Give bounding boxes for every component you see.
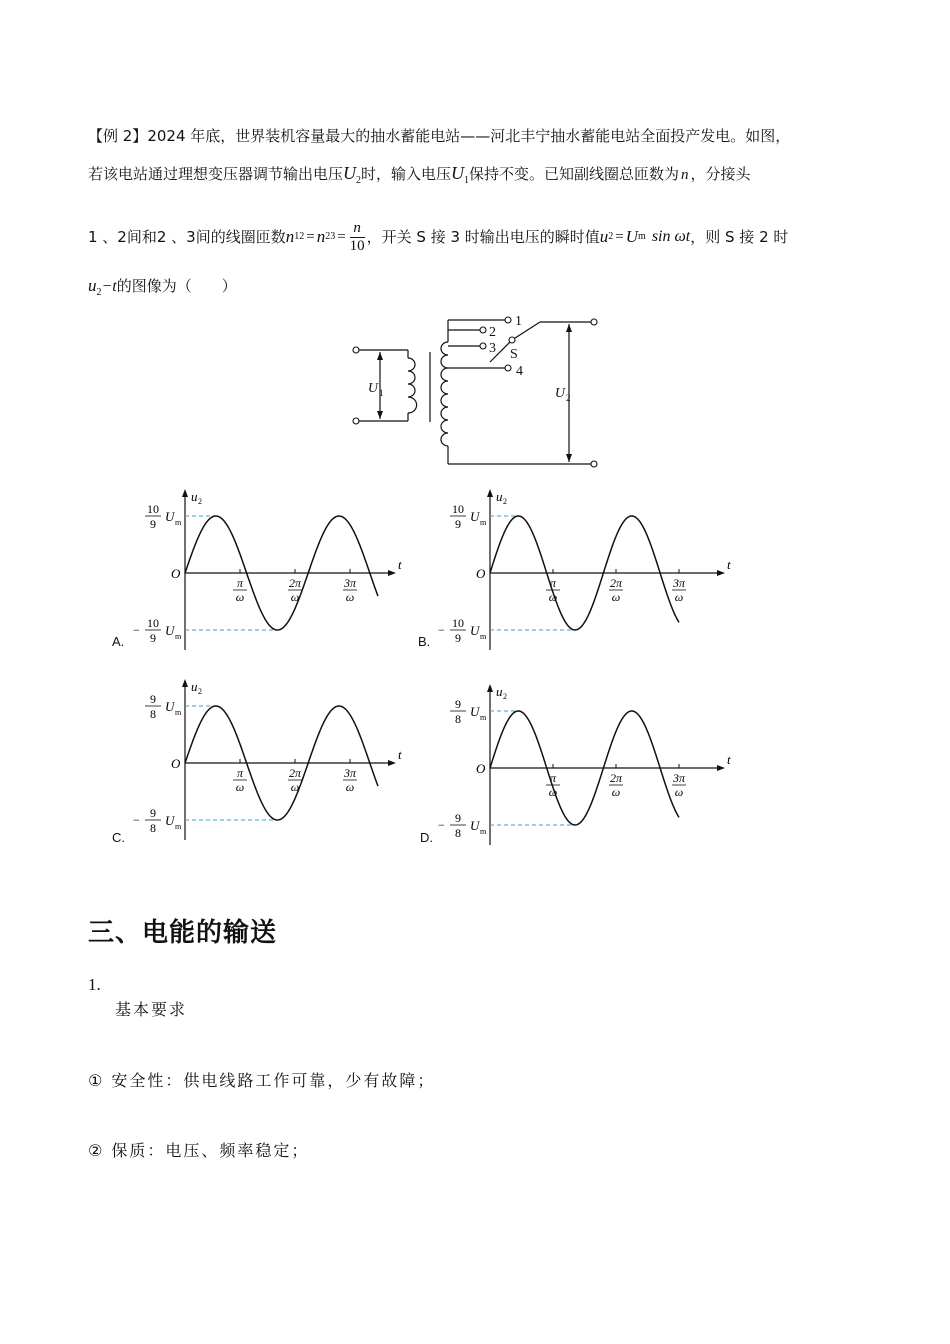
x-axis-arrow (388, 760, 396, 766)
x-tick-denominator: ω (611, 785, 621, 799)
var-n: n (681, 167, 689, 183)
var-n23: n (316, 227, 326, 246)
origin-label: O (476, 761, 486, 776)
option-c-graph[interactable] (105, 675, 425, 850)
amplitude-sub-m: m (175, 822, 182, 831)
x-tick-denominator: ω (235, 590, 245, 604)
y-axis-label: u (191, 679, 198, 694)
u2-label: U (554, 386, 565, 401)
var-um: U (625, 227, 639, 246)
fraction-n-over-10 (350, 220, 365, 255)
origin-label: O (476, 566, 486, 581)
amplitude-denominator: 8 (150, 707, 156, 721)
amplitude-u: U (165, 623, 175, 638)
item-title: 基本要求 (115, 1000, 188, 1019)
amplitude-denominator: 8 (455, 826, 461, 840)
requirement-1: ① 安全性：供电线路工作可靠，少有故障； (88, 1071, 436, 1090)
amplitude-sub-m: m (175, 708, 182, 717)
option-d-graph[interactable] (410, 680, 730, 850)
x-tick-numerator: 3π (343, 766, 357, 780)
option-d-letter[interactable]: D. (420, 830, 433, 845)
x-axis-arrow (717, 765, 725, 771)
amplitude-minus: − (133, 813, 140, 827)
amplitude-sub-m: m (175, 518, 182, 527)
fraction-denominator: 10 (349, 237, 365, 254)
x-axis-label: t (727, 752, 731, 767)
var-u2-graph-sub: 2 (96, 287, 102, 298)
y-axis-arrow (182, 679, 188, 687)
x-tick-denominator: ω (290, 780, 300, 794)
amplitude-denominator: 8 (455, 712, 461, 726)
x-tick-denominator: ω (611, 590, 621, 604)
example-text-2d: ，分接头 (690, 165, 751, 183)
option-a-letter[interactable]: A. (112, 634, 125, 649)
example-line-4 (88, 276, 237, 303)
example-text-3b: ，开关 S 接 3 时输出电压的瞬时值 (366, 228, 600, 246)
amplitude-minus: − (133, 623, 140, 637)
x-tick-numerator: 2π (288, 766, 302, 780)
amplitude-numerator: 10 (452, 502, 464, 516)
var-u1-sub: 1 (464, 175, 470, 186)
var-um-sub: m (638, 231, 646, 242)
item-number: 1. (88, 975, 101, 994)
amplitude-denominator: 9 (455, 631, 461, 645)
option-b-letter[interactable]: B. (418, 634, 431, 649)
y-axis-sub: 2 (503, 692, 507, 701)
y-axis-arrow (182, 489, 188, 497)
example-text-3c: ，则 S 接 2 时 (690, 228, 789, 246)
var-u2-inst-sub: 2 (608, 231, 614, 242)
amplitude-denominator: 9 (455, 517, 461, 531)
amplitude-sub-m: m (480, 713, 487, 722)
minus-t: −t (101, 278, 117, 295)
amplitude-u: U (165, 699, 175, 714)
amplitude-denominator: 9 (150, 631, 156, 645)
y-axis-label: u (496, 489, 503, 504)
x-tick-denominator: ω (674, 785, 684, 799)
x-tick-denominator: ω (548, 590, 558, 604)
var-n23-sub: 23 (325, 231, 336, 242)
y-axis-sub: 2 (503, 497, 507, 506)
switch-label: S (510, 347, 518, 362)
amplitude-u: U (165, 509, 175, 524)
eq-3: = (615, 229, 624, 245)
var-n12-sub: 12 (294, 231, 305, 242)
x-tick-denominator: ω (290, 590, 300, 604)
amplitude-u: U (470, 623, 480, 638)
amplitude-u: U (470, 818, 480, 833)
x-axis-label: t (398, 747, 402, 762)
amplitude-numerator: 9 (150, 806, 156, 820)
y-axis-arrow (487, 489, 493, 497)
amplitude-numerator: 9 (455, 697, 461, 711)
example-line-2 (88, 163, 751, 191)
var-u2-sub: 2 (356, 175, 362, 186)
amplitude-minus: − (438, 623, 445, 637)
y-axis-sub: 2 (198, 497, 202, 506)
var-u2: U (343, 163, 357, 183)
example-text-4b: 的图像为（ ） (116, 277, 237, 295)
var-n12: n (285, 227, 295, 246)
amplitude-denominator: 8 (150, 821, 156, 835)
amplitude-denominator: 9 (150, 517, 156, 531)
example-text-2a: 若该电站通过理想变压器调节输出电压 (88, 165, 344, 183)
x-tick-denominator: ω (345, 590, 355, 604)
amplitude-numerator: 10 (452, 616, 464, 630)
example-text-3a: 1 、2间和2 、3间的线圈匝数 (88, 228, 286, 246)
option-c-letter[interactable]: C. (112, 830, 125, 845)
example-tag: 【例 2】 (88, 127, 148, 145)
example-text-1: 2024 年底，世界装机容量最大的抽水蓄能电站——河北丰宁抽水蓄能电站全面投产发电。如图， (147, 127, 791, 145)
amplitude-numerator: 10 (147, 616, 159, 630)
x-tick-numerator: π (236, 576, 244, 590)
example-line-1 (88, 126, 790, 146)
x-axis-label: t (398, 557, 402, 572)
y-axis-label: u (496, 684, 503, 699)
u1-sub: 1 (379, 388, 384, 398)
origin-label: O (171, 756, 181, 771)
u2-sub: 2 (566, 393, 571, 403)
tap-1-label: 1 (515, 314, 522, 329)
eq-2: = (337, 229, 346, 245)
u1-label: U (367, 381, 378, 396)
amplitude-numerator: 10 (147, 502, 159, 516)
amplitude-numerator: 9 (455, 811, 461, 825)
x-tick-numerator: 2π (609, 771, 623, 785)
x-tick-numerator: π (236, 766, 244, 780)
x-axis-arrow (388, 570, 396, 576)
x-tick-denominator: ω (345, 780, 355, 794)
x-tick-numerator: 3π (343, 576, 357, 590)
x-tick-denominator: ω (548, 785, 558, 799)
amplitude-sub-m: m (480, 632, 487, 641)
sin-omega-t: sin ωt (651, 228, 691, 245)
section-title: 三、电能的输送 (88, 918, 278, 948)
var-u2-graph: u (88, 276, 97, 295)
y-axis-arrow (487, 684, 493, 692)
amplitude-sub-m: m (480, 518, 487, 527)
amplitude-u: U (165, 813, 175, 828)
tap-4-label: 4 (516, 364, 523, 379)
var-u1: U (451, 163, 465, 183)
example-text-2b: 时，输入电压 (361, 165, 452, 183)
tap-2-label: 2 (489, 325, 496, 340)
var-u2-inst: u (599, 227, 609, 246)
option-b-graph[interactable] (410, 485, 730, 655)
amplitude-u: U (470, 509, 480, 524)
amplitude-sub-m: m (480, 827, 487, 836)
x-tick-numerator: π (549, 771, 557, 785)
example-text-2c: 保持不变。已知副线圈总匝数为 (469, 165, 680, 183)
origin-label: O (171, 566, 181, 581)
x-tick-denominator: ω (674, 590, 684, 604)
fraction-numerator: n (350, 220, 365, 238)
x-tick-numerator: 2π (288, 576, 302, 590)
amplitude-minus: − (438, 818, 445, 832)
eq-1: = (306, 229, 315, 245)
transformer-circuit-diagram (340, 300, 620, 480)
x-axis-label: t (727, 557, 731, 572)
amplitude-numerator: 9 (150, 692, 156, 706)
amplitude-sub-m: m (175, 632, 182, 641)
amplitude-u: U (470, 704, 480, 719)
x-tick-numerator: 3π (672, 576, 686, 590)
requirement-2: ② 保质：电压、频率稳定； (88, 1141, 310, 1160)
tap-3-label: 3 (489, 341, 496, 356)
example-line-3 (88, 214, 788, 260)
x-tick-numerator: π (549, 576, 557, 590)
x-axis-arrow (717, 570, 725, 576)
x-tick-numerator: 2π (609, 576, 623, 590)
option-a-graph[interactable] (105, 485, 425, 655)
x-tick-denominator: ω (235, 780, 245, 794)
x-tick-numerator: 3π (672, 771, 686, 785)
y-axis-sub: 2 (198, 687, 202, 696)
y-axis-label: u (191, 489, 198, 504)
